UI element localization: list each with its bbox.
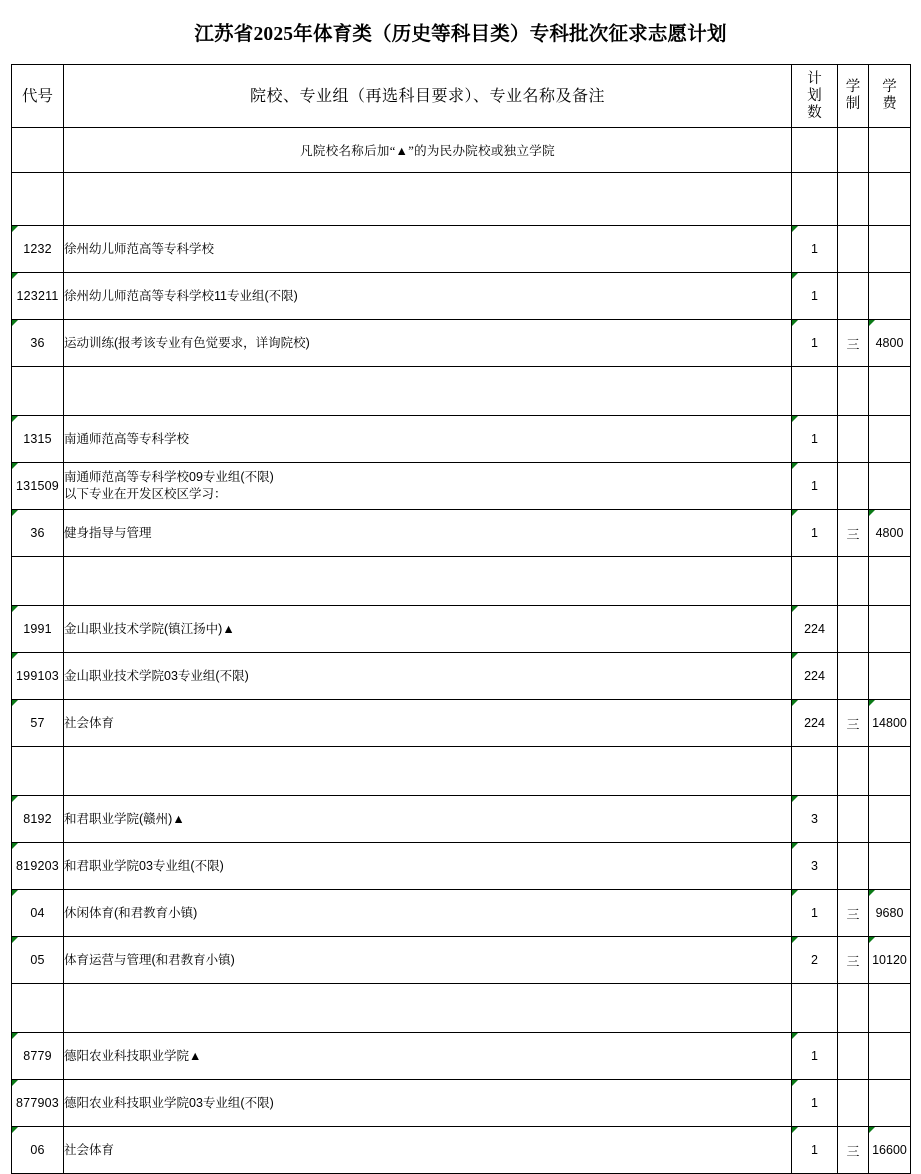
table-row [12, 606, 911, 653]
row-study-years [838, 1080, 869, 1127]
column-header-study-years-stack [838, 65, 868, 127]
fee-char-2: 费 [882, 96, 897, 112]
note-plan-cell [792, 128, 838, 173]
spacer-cell-plan [792, 173, 838, 226]
row-name: 金山职业技术学院(镇江扬中)▲ [64, 606, 792, 653]
row-plan-count: 1 [792, 510, 838, 557]
row-name: 社会体育 [64, 700, 792, 747]
table-row [12, 937, 911, 984]
table-row [12, 700, 911, 747]
comment-marker-icon [869, 890, 875, 896]
spacer-cell-years [838, 173, 869, 226]
row-plan-count: 1 [792, 226, 838, 273]
row-tuition: 9680 [869, 890, 911, 937]
spacer-row [12, 367, 911, 416]
spacer-row [12, 747, 911, 796]
spacer-cell-plan [792, 747, 838, 796]
row-plan-count: 1 [792, 890, 838, 937]
row-study-years [838, 226, 869, 273]
comment-marker-icon [792, 273, 798, 279]
row-name: 和君职业学院03专业组(不限) [64, 843, 792, 890]
row-name: 徐州幼儿师范高等专科学校11专业组(不限) [64, 273, 792, 320]
row-plan-count: 224 [792, 653, 838, 700]
row-plan-count: 1 [792, 320, 838, 367]
row-study-years [838, 1033, 869, 1080]
comment-marker-icon [869, 510, 875, 516]
spacer-cell-plan [792, 984, 838, 1033]
row-code: 04 [12, 890, 64, 937]
spacer-cell-name [64, 984, 792, 1033]
spacer-cell-plan [792, 367, 838, 416]
spacer-cell-plan [792, 557, 838, 606]
table-note-row [12, 128, 911, 173]
row-tuition: 14800 [869, 700, 911, 747]
column-header-plan-count-stack [792, 65, 837, 127]
row-code: 199103 [12, 653, 64, 700]
table-row [12, 890, 911, 937]
comment-marker-icon [12, 510, 18, 516]
row-tuition [869, 1033, 911, 1080]
row-plan-count: 1 [792, 273, 838, 320]
spacer-row [12, 557, 911, 606]
comment-marker-icon [12, 416, 18, 422]
comment-marker-icon [792, 606, 798, 612]
admission-plan-table [11, 64, 911, 1174]
row-study-years [838, 796, 869, 843]
table-row [12, 653, 911, 700]
row-code: 8779 [12, 1033, 64, 1080]
spacer-cell-years [838, 747, 869, 796]
comment-marker-icon [792, 890, 798, 896]
row-name: 金山职业技术学院03专业组(不限) [64, 653, 792, 700]
comment-marker-icon [12, 937, 18, 943]
plan-char-3: 数 [807, 104, 822, 121]
row-tuition [869, 1080, 911, 1127]
comment-marker-icon [12, 843, 18, 849]
table-header-row [12, 65, 911, 128]
table-row [12, 463, 911, 510]
table-row [12, 416, 911, 463]
row-plan-count: 1 [792, 416, 838, 463]
comment-marker-icon [792, 463, 798, 469]
row-tuition: 4800 [869, 320, 911, 367]
spacer-cell-fee [869, 984, 911, 1033]
row-plan-count: 2 [792, 937, 838, 984]
comment-marker-icon [792, 937, 798, 943]
row-plan-count: 1 [792, 1080, 838, 1127]
page-title: 江苏省2025年体育类（历史等科目类）专科批次征求志愿计划 [194, 24, 727, 45]
row-plan-count: 1 [792, 1033, 838, 1080]
table-row [12, 843, 911, 890]
row-study-years [838, 416, 869, 463]
row-tuition [869, 273, 911, 320]
row-code: 57 [12, 700, 64, 747]
row-study-years [838, 843, 869, 890]
spacer-cell-name [64, 173, 792, 226]
row-tuition [869, 416, 911, 463]
row-code: 1315 [12, 416, 64, 463]
note-years-cell [838, 128, 869, 173]
row-study-years [838, 463, 869, 510]
row-code: 1991 [12, 606, 64, 653]
comment-marker-icon [792, 1127, 798, 1133]
row-code: 131509 [12, 463, 64, 510]
comment-marker-icon [792, 1080, 798, 1086]
spacer-cell-code [12, 747, 64, 796]
comment-marker-icon [12, 1080, 18, 1086]
row-code: 36 [12, 510, 64, 557]
row-tuition [869, 606, 911, 653]
column-header-tuition-stack [869, 65, 910, 127]
table-row [12, 320, 911, 367]
row-name: 健身指导与管理 [64, 510, 792, 557]
spacer-cell-code [12, 557, 64, 606]
row-study-years [838, 653, 869, 700]
comment-marker-icon [792, 1033, 798, 1039]
row-plan-count: 3 [792, 843, 838, 890]
row-study-years: 三 [838, 1127, 869, 1174]
spacer-cell-name [64, 367, 792, 416]
private-school-note: 凡院校名称后加“▲”的为民办院校或独立学院 [64, 128, 792, 173]
row-tuition: 16600 [869, 1127, 911, 1174]
row-code: 06 [12, 1127, 64, 1174]
plan-char-2: 划 [807, 87, 822, 104]
row-tuition: 10120 [869, 937, 911, 984]
comment-marker-icon [869, 1127, 875, 1133]
comment-marker-icon [792, 320, 798, 326]
years-char-2: 制 [845, 96, 861, 112]
spacer-row [12, 984, 911, 1033]
spacer-row [12, 173, 911, 226]
note-fee-cell [869, 128, 911, 173]
comment-marker-icon [12, 1127, 18, 1133]
comment-marker-icon [12, 463, 18, 469]
row-study-years: 三 [838, 937, 869, 984]
row-name: 社会体育 [64, 1127, 792, 1174]
column-header-tuition [869, 65, 911, 128]
row-tuition [869, 796, 911, 843]
row-tuition [869, 653, 911, 700]
row-name-line-1: 南通师范高等专科学校09专业组(不限) [64, 470, 274, 484]
table-row [12, 226, 911, 273]
row-study-years: 三 [838, 700, 869, 747]
comment-marker-icon [12, 320, 18, 326]
comment-marker-icon [792, 700, 798, 706]
comment-marker-icon [12, 273, 18, 279]
comment-marker-icon [12, 796, 18, 802]
row-tuition [869, 463, 911, 510]
comment-marker-icon [12, 653, 18, 659]
spacer-cell-name [64, 747, 792, 796]
comment-marker-icon [792, 510, 798, 516]
spacer-cell-fee [869, 557, 911, 606]
row-tuition [869, 226, 911, 273]
row-code: 05 [12, 937, 64, 984]
plan-char-1: 计 [807, 70, 822, 87]
comment-marker-icon [869, 320, 875, 326]
row-code: 877903 [12, 1080, 64, 1127]
comment-marker-icon [12, 700, 18, 706]
row-tuition [869, 843, 911, 890]
row-name: 德阳农业科技职业学院▲ [64, 1033, 792, 1080]
spacer-cell-name [64, 557, 792, 606]
row-name: 德阳农业科技职业学院03专业组(不限) [64, 1080, 792, 1127]
row-code: 123211 [12, 273, 64, 320]
comment-marker-icon [792, 796, 798, 802]
years-char-1: 学 [845, 79, 861, 95]
row-code: 819203 [12, 843, 64, 890]
spacer-cell-years [838, 367, 869, 416]
row-tuition: 4800 [869, 510, 911, 557]
row-name: 南通师范高等专科学校 [64, 416, 792, 463]
note-code-cell [12, 128, 64, 173]
table-row [12, 1080, 911, 1127]
spacer-cell-code [12, 173, 64, 226]
comment-marker-icon [12, 1033, 18, 1039]
row-code: 36 [12, 320, 64, 367]
row-study-years: 三 [838, 890, 869, 937]
row-plan-count: 1 [792, 1127, 838, 1174]
row-plan-count: 224 [792, 606, 838, 653]
table-row [12, 1127, 911, 1174]
comment-marker-icon [12, 606, 18, 612]
column-header-plan-count [792, 65, 838, 128]
row-name: 和君职业学院(赣州)▲ [64, 796, 792, 843]
row-name [64, 463, 792, 510]
row-study-years [838, 606, 869, 653]
comment-marker-icon [792, 226, 798, 232]
comment-marker-icon [12, 226, 18, 232]
row-code: 1232 [12, 226, 64, 273]
comment-marker-icon [792, 653, 798, 659]
row-plan-count: 1 [792, 463, 838, 510]
row-name: 徐州幼儿师范高等专科学校 [64, 226, 792, 273]
table-row [12, 1033, 911, 1080]
comment-marker-icon [869, 937, 875, 943]
row-plan-count: 3 [792, 796, 838, 843]
row-name: 休闲体育(和君教育小镇) [64, 890, 792, 937]
row-name: 运动训练(报考该专业有色觉要求，详询院校) [64, 320, 792, 367]
table-row [12, 510, 911, 557]
comment-marker-icon [792, 416, 798, 422]
row-plan-count: 224 [792, 700, 838, 747]
comment-marker-icon [12, 890, 18, 896]
row-study-years: 三 [838, 320, 869, 367]
row-name: 体育运营与管理(和君教育小镇) [64, 937, 792, 984]
row-code: 8192 [12, 796, 64, 843]
spacer-cell-code [12, 984, 64, 1033]
spacer-cell-years [838, 984, 869, 1033]
comment-marker-icon [792, 843, 798, 849]
spacer-cell-years [838, 557, 869, 606]
row-name-line-2: 以下专业在开发区校区学习： [64, 487, 227, 501]
row-study-years [838, 273, 869, 320]
comment-marker-icon [869, 700, 875, 706]
spacer-cell-code [12, 367, 64, 416]
fee-char-1: 学 [882, 79, 897, 95]
spacer-cell-fee [869, 367, 911, 416]
table-row [12, 273, 911, 320]
spacer-cell-fee [869, 173, 911, 226]
row-study-years: 三 [838, 510, 869, 557]
table-row [12, 796, 911, 843]
spacer-cell-fee [869, 747, 911, 796]
column-header-study-years [838, 65, 869, 128]
column-header-code: 代号 [12, 65, 64, 128]
column-header-name: 院校、专业组（再选科目要求）、专业名称及备注 [64, 65, 792, 128]
